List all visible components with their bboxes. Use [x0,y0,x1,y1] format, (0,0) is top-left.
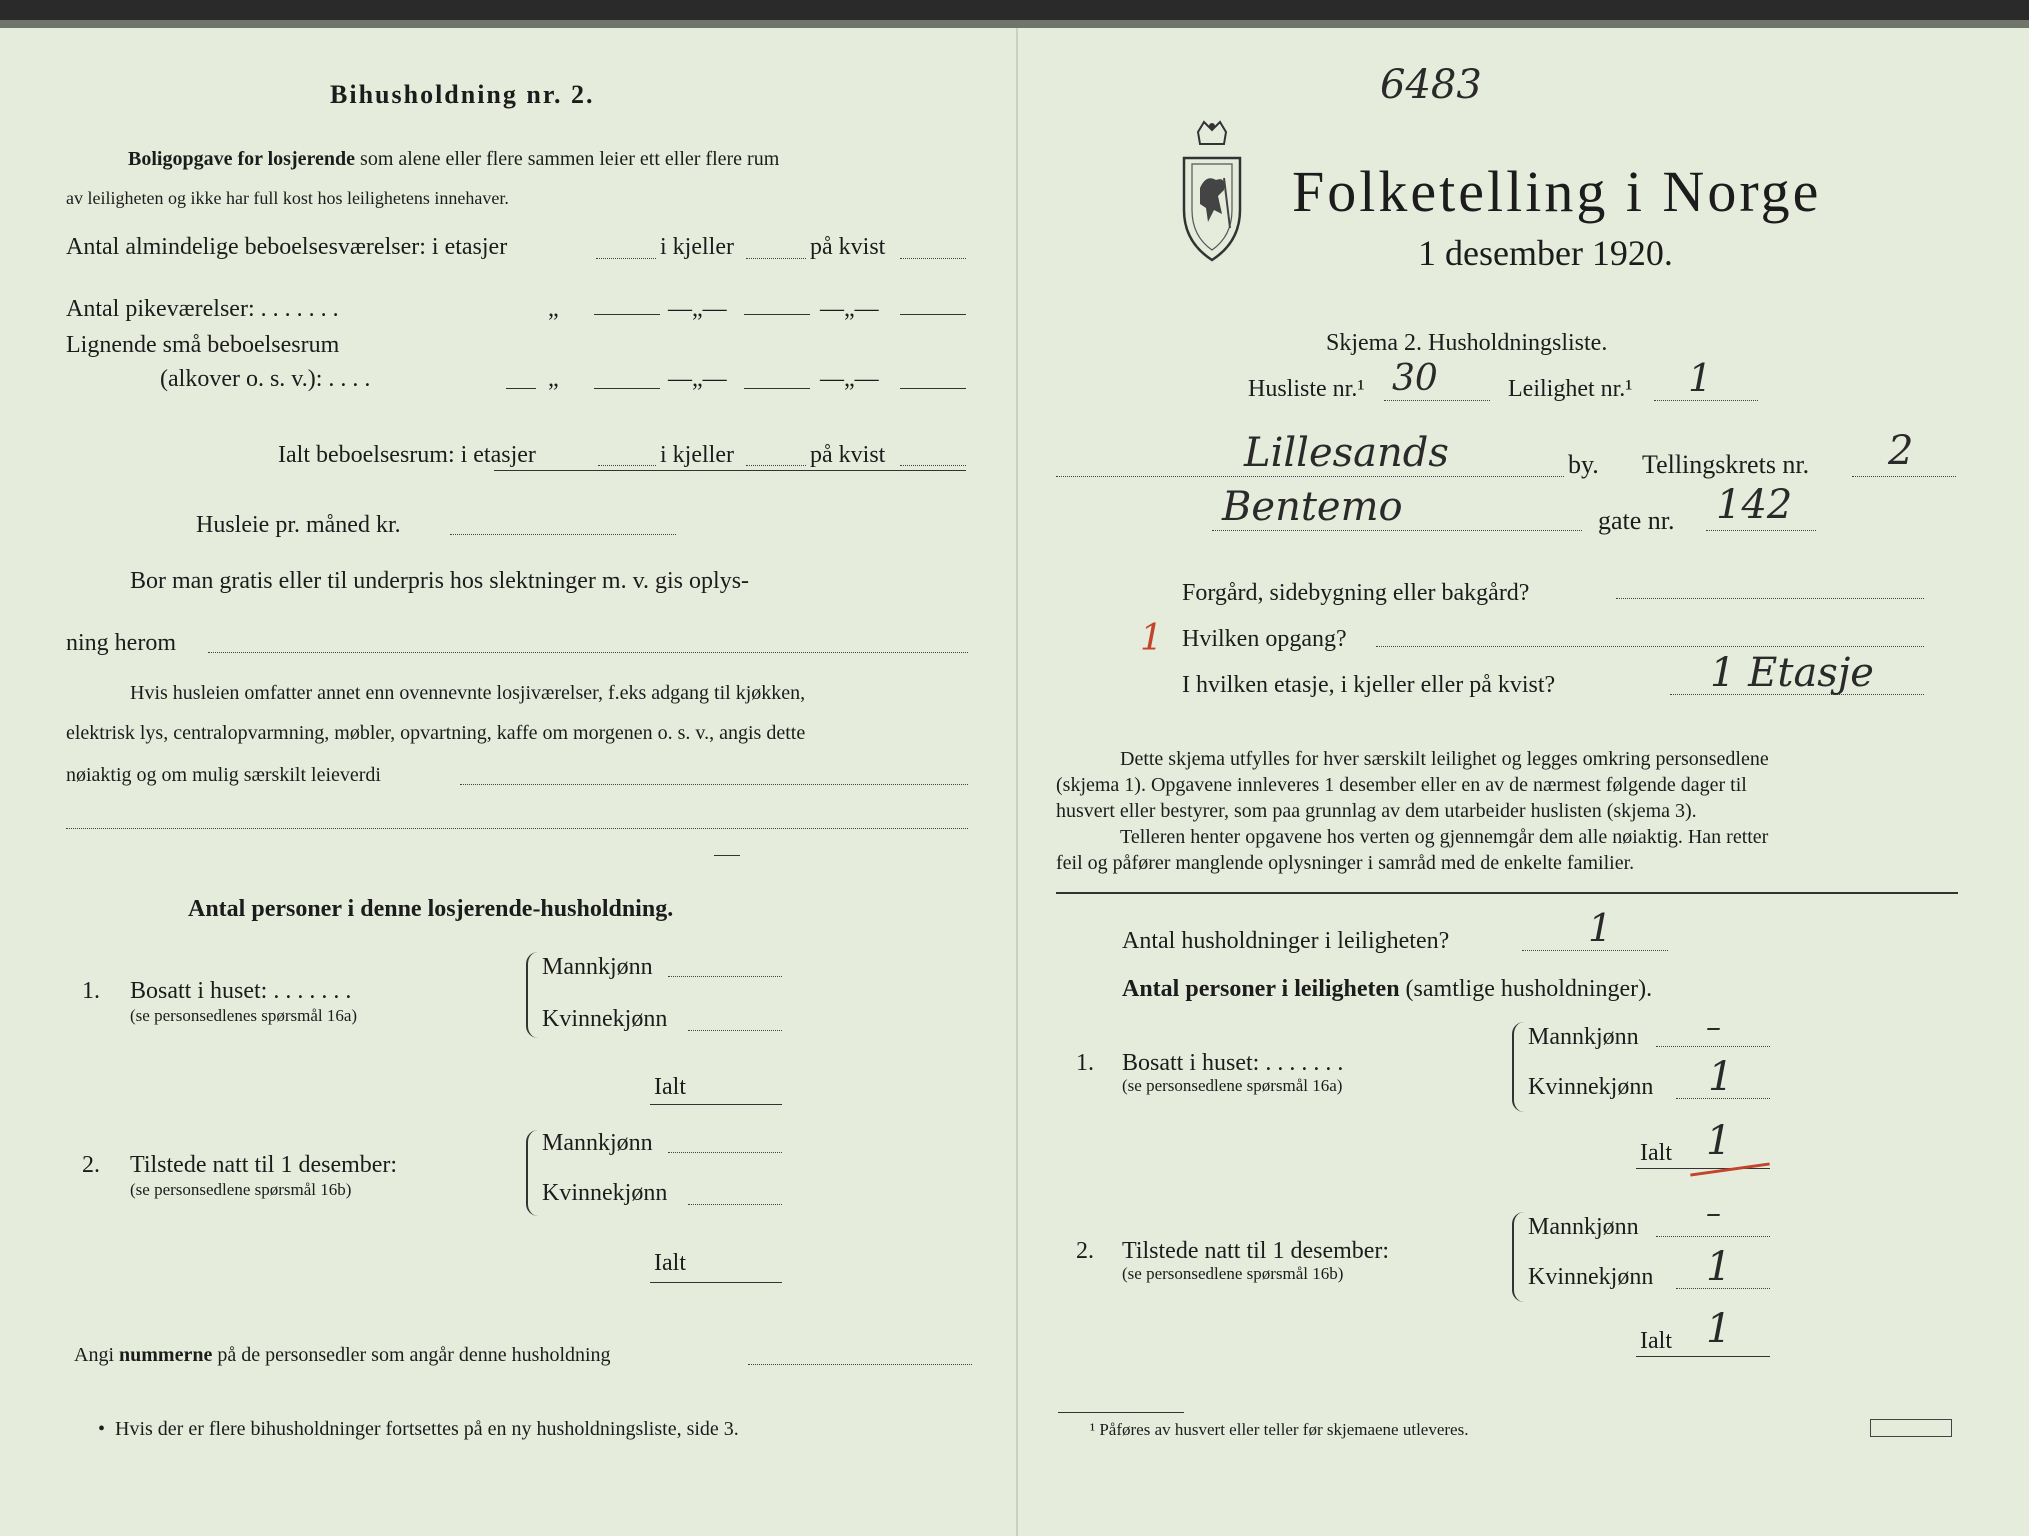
right-q2-mann-label: Mannkjønn [1528,1214,1639,1240]
gate-value: Bentemo [1222,484,1403,530]
hvis-field-1[interactable] [460,784,968,785]
pike-ditto-2: —„— [668,296,727,322]
opgang-label: Hvilken opgang? [1182,626,1347,652]
instr-line-1: Dette skjema utfylles for hver særskilt leilighet og legges omkring personsedlene [1120,748,1769,770]
left-q1-kvinne-field[interactable] [688,1030,782,1031]
right-q2-mann-field[interactable] [1656,1236,1770,1237]
right-q2-brace [1512,1212,1524,1302]
husleie-field[interactable] [450,534,676,535]
right-q1-mann-field[interactable] [1656,1046,1770,1047]
form-date: 1 desember 1920. [1418,233,1673,273]
right-persons-heading [1122,976,1652,1003]
ialt-rooms-label: Ialt beboelsesrum: i etasjer [278,442,536,468]
rooms-kvist-label: på kvist [810,234,886,260]
printer-stamp [1870,1419,1952,1437]
right-q2-ialt-value: 1 [1706,1306,1732,1352]
gate-field[interactable] [1212,530,1582,531]
leilighet-field[interactable] [1654,400,1758,401]
lign-ditto: „ [548,366,559,392]
intro-line-2: av leiligheten og ikke har full kost hos leilighetens innehaver. [66,188,509,208]
ialt-underline [494,470,966,471]
instr-rule [1056,892,1958,894]
right-q1-kvinne-value: 1 [1708,1054,1734,1100]
husliste-field[interactable] [1384,400,1490,401]
leilighet-label: Leilighet nr.¹ [1508,376,1633,402]
lign-field-2[interactable] [744,388,810,389]
left-heading: Bihusholdning nr. 2. [330,80,595,109]
instr-line-2: (skjema 1). Opgavene innleveres 1 desember eller en av de nærmest følgende dager til [1056,774,1747,796]
ialt-etasjer-field[interactable] [598,465,656,466]
left-footer-text: Hvis der er flere bihusholdninger fortsettes på en ny husholdningsliste, side 3. [115,1418,739,1440]
hvis-line-3: nøiaktig og om mulig særskilt leieverdi [66,764,381,786]
right-q2-mann-value: – [1706,1196,1721,1231]
left-q2-num: 2. [82,1152,100,1178]
lign-lead-line [506,388,536,389]
rooms-label: Antal almindelige beboelsesværelser: i etasjer [66,234,508,260]
right-q1-sub: (se personsedlene spørsmål 16a) [1122,1076,1343,1095]
pike-label: Antal pikeværelser: . . . . . . . [66,296,339,322]
pike-ditto: „ [548,296,559,322]
right-q2-label: Tilstede natt til 1 desember: [1122,1238,1390,1264]
hush-field[interactable] [1522,950,1668,951]
coat-of-arms-icon [1170,118,1254,268]
leilighet-value: 1 [1688,356,1713,400]
instr-line-5: feil og påfører manglende oplysninger i samråd med de enkelte familier. [1056,852,1635,874]
angi-field[interactable] [748,1364,972,1365]
by-field[interactable] [1056,476,1564,477]
hush-value: 1 [1588,906,1613,950]
right-q2-num: 2. [1076,1238,1094,1264]
right-q1-label: Bosatt i huset: . . . . . . . [1122,1050,1344,1076]
left-q2-kvinne-field[interactable] [688,1204,782,1205]
right-q1-mann-label: Mannkjønn [1528,1024,1639,1050]
left-q1-sub: (se personsedlenes spørsmål 16a) [130,1006,358,1025]
left-q2-ialt-label: Ialt [654,1250,686,1276]
pike-field-2[interactable] [744,314,810,315]
lign-label-1: Lignende små beboelsesrum [66,332,340,358]
ialt-kjeller-label: i kjeller [660,442,734,468]
gate-nr-field[interactable] [1706,530,1816,531]
opgang-red-mark: 1 [1140,618,1163,659]
left-separator [714,855,740,856]
husliste-value: 30 [1392,358,1438,399]
lign-label-2: (alkover o. s. v.): . . . . [160,366,371,392]
left-q1-brace [526,952,538,1038]
center-fold [1016,28,1018,1536]
handwritten-page-number: 6483 [1380,62,1482,108]
left-q1-label: Bosatt i huset: . . . . . . . [130,978,352,1004]
left-q2-ialt-field[interactable] [650,1282,782,1283]
pike-field-3[interactable] [900,314,966,315]
right-q2-ialt-label: Ialt [1640,1328,1672,1354]
footnote-rule [1058,1412,1184,1413]
form-title: Folketelling i Norge [1292,159,1822,224]
hvis-line-1: Hvis husleien omfatter annet enn ovennevnte losjiværelser, f.eks adgang til kjøkken, [130,682,806,704]
bor-line-2: ning herom [66,630,176,656]
by-value: Lillesands [1244,430,1449,476]
intro-rest: som alene eller flere sammen leier ett eller flere rum [360,148,780,170]
rooms-kjeller-label: i kjeller [660,234,734,260]
right-q2-ialt-field[interactable] [1636,1356,1770,1357]
forgard-label: Forgård, sidebygning eller bakgård? [1182,580,1530,606]
angi-line [74,1344,611,1367]
angi-bold: nummerne [119,1344,213,1366]
right-q2-sub: (se personsedlene spørsmål 16b) [1122,1264,1344,1283]
pike-field-1[interactable] [594,314,660,315]
right-q1-brace [1512,1022,1524,1112]
right-persons-rest: (samtlige husholdninger). [1405,976,1653,1002]
etasje-label: I hvilken etasje, i kjeller eller på kvist? [1182,672,1556,698]
angi-rest: på de personsedler som angår denne husholdning [217,1344,611,1366]
right-q1-kvinne-label: Kvinnekjønn [1528,1074,1654,1100]
instr-line-4: Telleren henter opgavene hos verten og gjennemgår dem alle nøiaktig. Han retter [1120,826,1769,848]
opgang-field[interactable] [1376,646,1924,647]
lign-ditto-2: —„— [668,366,727,392]
krets-label: Tellingskrets nr. [1642,450,1810,479]
krets-field[interactable] [1852,476,1956,477]
bor-line-1: Bor man gratis eller til underpris hos slektninger m. v. gis oplys- [130,568,750,594]
scan-top-edge [0,0,2029,20]
lign-field-3[interactable] [900,388,966,389]
hush-label: Antal husholdninger i leiligheten? [1122,928,1450,954]
right-q1-mann-value: – [1706,1010,1721,1045]
left-q2-brace [526,1130,538,1216]
gate-label: gate nr. [1598,506,1675,535]
forgard-field[interactable] [1616,598,1924,599]
right-q1-ialt-value: 1 [1706,1118,1732,1164]
right-persons-bold: Antal personer i leiligheten [1122,976,1400,1002]
left-q1-ialt-field[interactable] [650,1104,782,1105]
right-footnote: ¹ Påføres av husvert eller teller før skjemaene utleveres. [1090,1420,1469,1439]
rooms-kjeller-field[interactable] [746,258,806,259]
pike-ditto-3: —„— [820,296,879,322]
left-footer [98,1418,739,1441]
left-q2-sub: (se personsedlene spørsmål 16b) [130,1180,352,1199]
right-q1-ialt-label: Ialt [1640,1140,1672,1166]
ialt-kvist-label: på kvist [810,442,886,468]
left-q1-mann-label: Mannkjønn [542,954,653,980]
lign-ditto-3: —„— [820,366,879,392]
bor-field[interactable] [208,652,968,653]
rooms-kvist-field[interactable] [900,258,966,259]
left-persons-heading: Antal personer i denne losjerende-husholdning. [188,896,674,922]
left-q2-kvinne-label: Kvinnekjønn [542,1180,668,1206]
skjema-label: Skjema 2. Husholdningsliste. [1326,330,1608,356]
left-q1-num: 1. [82,978,100,1004]
rooms-etasjer-field[interactable] [596,258,656,259]
left-q1-ialt-label: Ialt [654,1074,686,1100]
red-correction-stroke [1690,1162,1770,1176]
left-q2-mann-label: Mannkjønn [542,1130,653,1156]
gate-nr-value: 142 [1716,482,1793,528]
etasje-value: 1 Etasje [1710,650,1874,696]
right-q2-kvinne-value: 1 [1706,1244,1732,1290]
intro-line-1 [128,148,779,171]
ialt-kjeller-field[interactable] [746,465,806,466]
left-q2-mann-field[interactable] [668,1152,782,1153]
left-q1-mann-field[interactable] [668,976,782,977]
angi-pre: Angi [74,1344,114,1366]
bullet-icon: • [98,1418,116,1440]
krets-value: 2 [1888,428,1914,474]
hvis-field-2[interactable] [66,828,968,829]
husleie-label: Husleie pr. måned kr. [196,512,401,538]
husliste-label: Husliste nr.¹ [1248,376,1365,402]
left-q2-label: Tilstede natt til 1 desember: [130,1152,398,1178]
left-q1-kvinne-label: Kvinnekjønn [542,1006,668,1032]
by-label: by. [1568,450,1599,479]
scan-top-edge-shadow [0,20,2029,28]
ialt-kvist-field[interactable] [900,465,966,466]
hvis-line-2: elektrisk lys, centralopvarmning, møbler, opvartning, kaffe om morgenen o. s. v., angis dette [66,722,806,744]
intro-bold: Boligopgave for losjerende [128,148,356,170]
lign-field-1[interactable] [594,388,660,389]
right-q2-kvinne-label: Kvinnekjønn [1528,1264,1654,1290]
instr-line-3: husvert eller bestyrer, som paa grunnlag av dem utarbeider huslisten (skjema 3). [1056,800,1697,822]
right-q1-num: 1. [1076,1050,1094,1076]
